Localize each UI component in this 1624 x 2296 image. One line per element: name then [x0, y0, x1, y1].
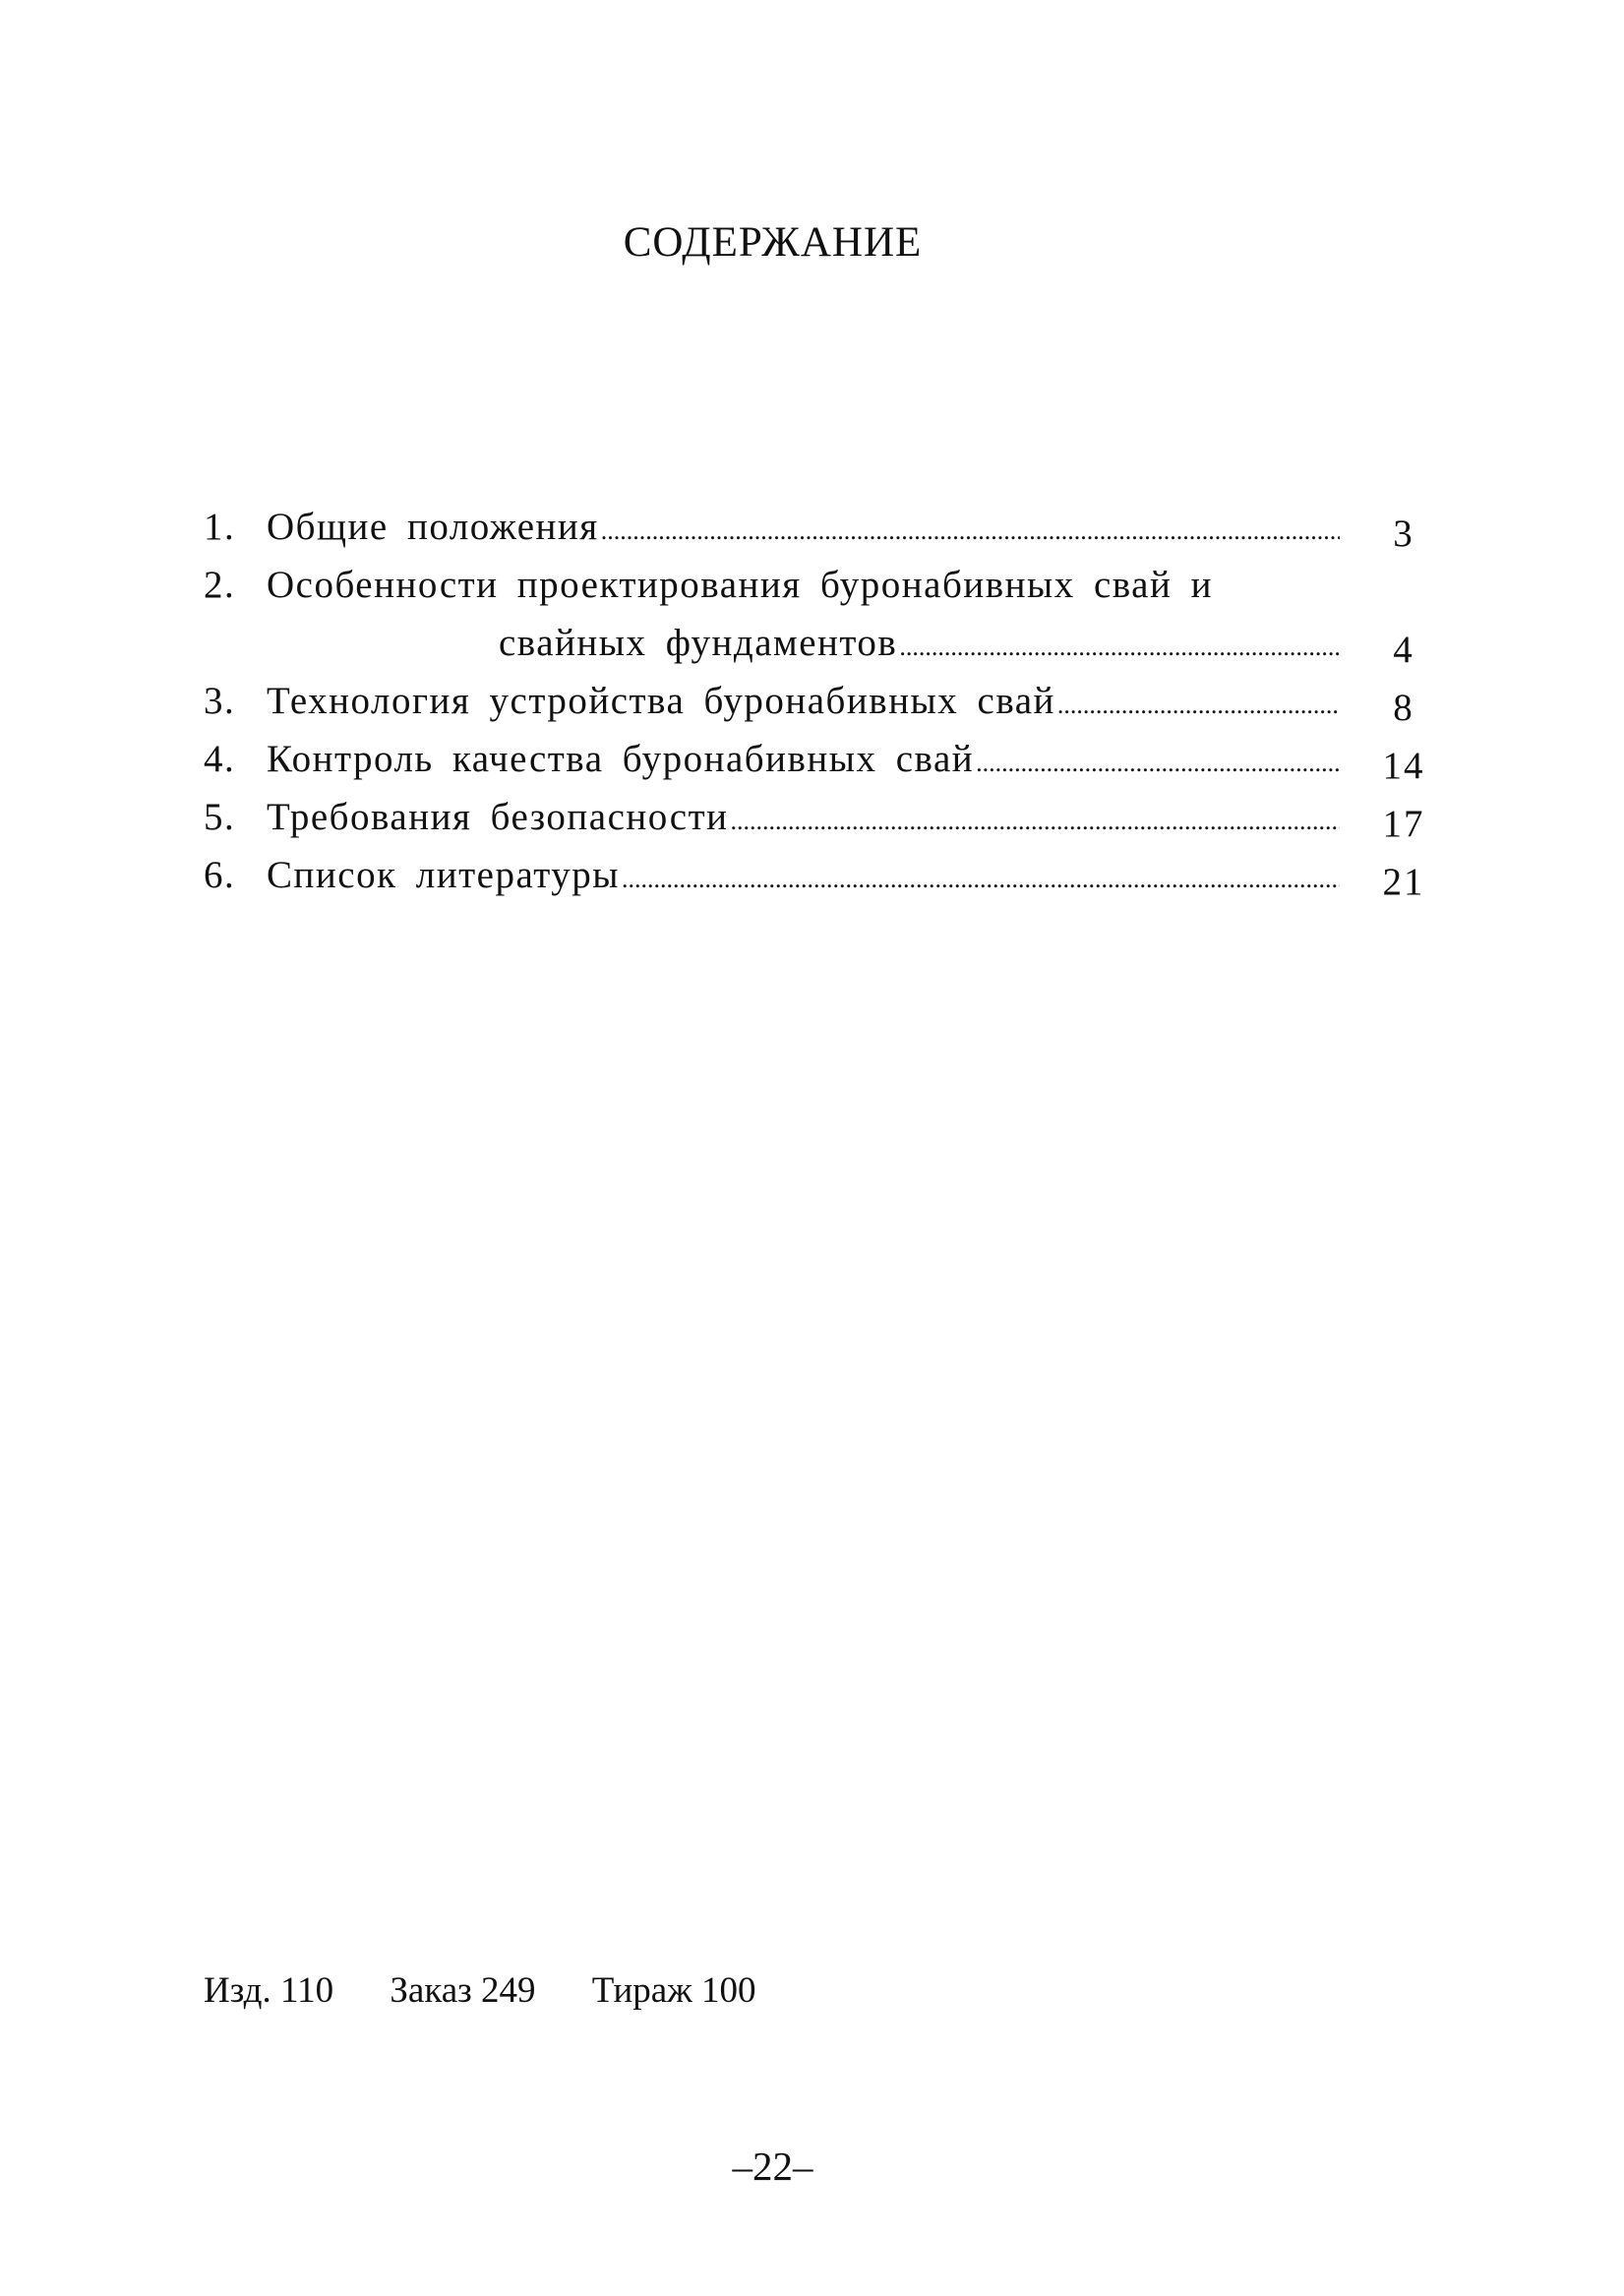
toc-entry-number: 4.	[204, 738, 236, 780]
toc-leader-dots	[899, 633, 1340, 662]
toc-entry-title: Требования безопасности	[267, 796, 729, 838]
toc-entry-title: Общие положения	[267, 506, 599, 548]
imprint-line	[204, 1969, 804, 2012]
toc-entry-title-continuation: свайных фундаментов	[499, 622, 898, 664]
toc-entry-3[interactable]	[204, 679, 1448, 737]
toc-entry-page: 4	[1393, 629, 1414, 671]
imprint-print-run: Тираж 100	[591, 1970, 756, 2011]
toc-entry-page: 17	[1382, 803, 1425, 845]
imprint-order: Заказ 249	[390, 1970, 536, 2011]
toc-entry-page: 21	[1382, 861, 1425, 903]
toc-entry-4[interactable]	[204, 737, 1448, 795]
toc-entry-1[interactable]	[204, 505, 1448, 563]
toc-leader-dots	[730, 807, 1340, 836]
toc-entry-5[interactable]	[204, 795, 1448, 853]
toc-leader-dots	[622, 865, 1340, 894]
toc-entry-title: Список литературы	[267, 854, 620, 896]
toc-entry-number: 2.	[204, 564, 236, 606]
toc-entry-title: Контроль качества буронабивных свай	[267, 738, 975, 780]
toc-entry-page: 14	[1382, 745, 1425, 787]
toc-entry-2-continuation[interactable]	[204, 621, 1448, 679]
table-of-contents	[204, 505, 1448, 911]
toc-entry-number: 5.	[204, 796, 236, 838]
toc-entry-2[interactable]	[204, 563, 1448, 621]
toc-entry-page: 3	[1393, 513, 1414, 555]
toc-entry-number: 1.	[204, 506, 236, 548]
toc-leader-dots	[976, 749, 1340, 778]
imprint-edition: Изд. 110	[204, 1970, 334, 2011]
toc-entry-title: Особенности проектирования буронабивных свай и	[267, 564, 1213, 606]
toc-leader-dots	[1057, 691, 1340, 720]
toc-entry-6[interactable]	[204, 853, 1448, 911]
toc-entry-number: 6.	[204, 854, 236, 896]
page-number: –22–	[732, 2144, 813, 2189]
toc-entry-page: 8	[1393, 687, 1414, 729]
toc-leader-dots	[601, 516, 1340, 546]
toc-entry-title: Технология устройства буронабивных свай	[267, 680, 1055, 722]
page-title: СОДЕРЖАНИЕ	[623, 219, 923, 266]
toc-entry-number: 3.	[204, 680, 236, 722]
